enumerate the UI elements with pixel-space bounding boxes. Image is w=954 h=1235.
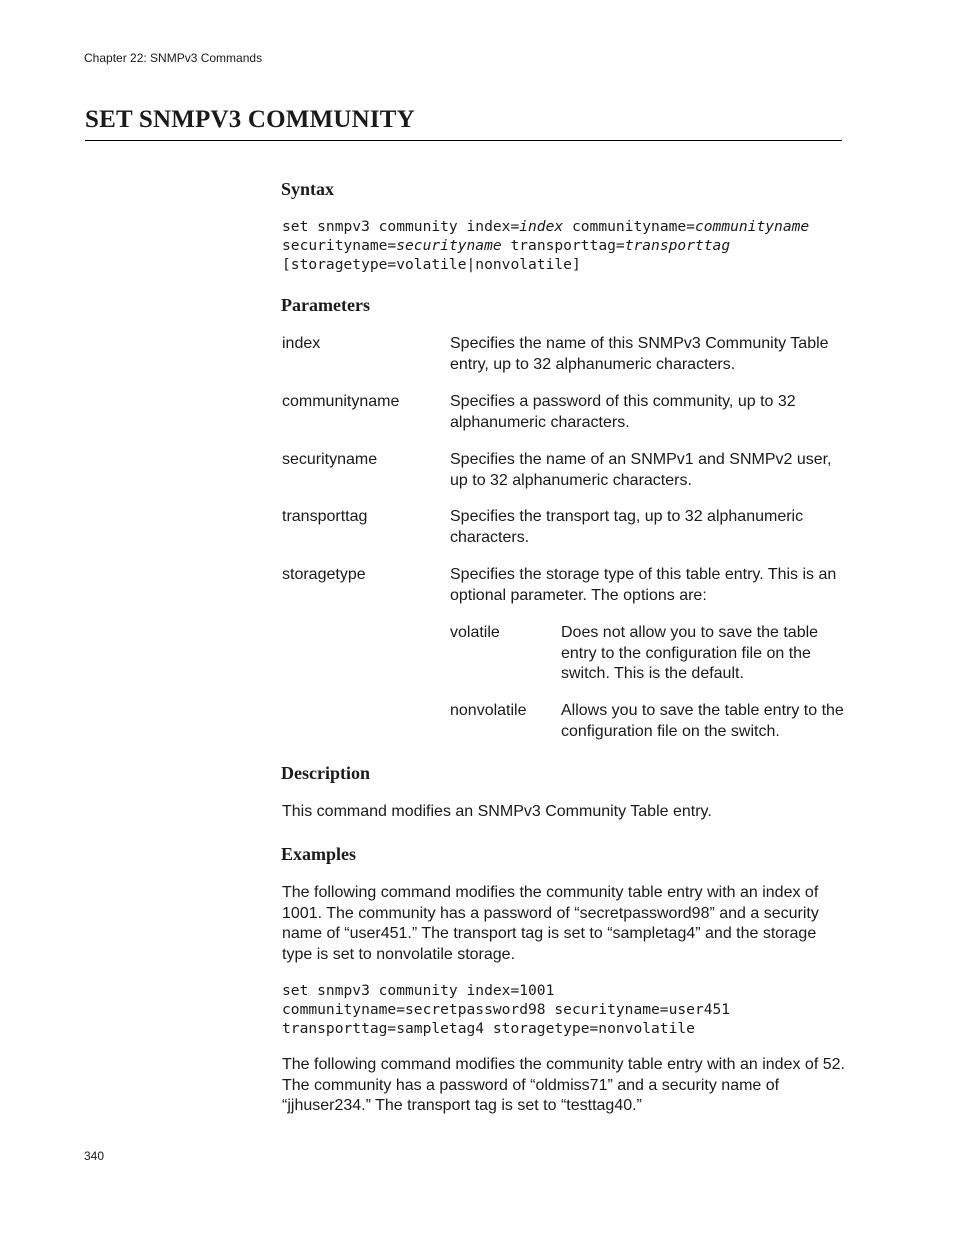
param-name: storagetype [282,566,366,583]
option-desc: Allows you to save the table entry to the configuration file on the switch. [561,702,844,740]
syntax-heading: Syntax [281,179,335,199]
option-name: nonvolatile [450,702,527,719]
param-desc: Specifies the storage type of this table entry. This is an optional parameter. The options are: [450,566,837,604]
example-code-line-3: transporttag=sampletag4 storagetype=nonvolatile [282,1020,695,1037]
example-code-line-2: communityname=secretpassword98 securityname=user451 [282,1001,731,1018]
page-title: SET SNMPV3 COMMUNITY [85,106,415,133]
param-desc: Specifies a password of this community, up to 32 alphanumeric characters. [450,393,796,431]
option-desc: Does not allow you to save the table entry to the configuration file on the switch. This is the default. [561,624,819,682]
syntax-line-3: [storagetype=volatile|nonvolatile] [282,256,581,273]
example-code-line-1: set snmpv3 community index=1001 [282,982,555,999]
page-number: 340 [84,1149,105,1163]
title-rule [85,140,842,141]
param-name: securityname [282,451,378,468]
param-name: communityname [282,393,400,410]
param-name: transporttag [282,508,368,525]
param-desc: Specifies the transport tag, up to 32 alphanumeric characters. [450,508,804,546]
parameters-heading: Parameters [281,295,370,315]
description-text: This command modifies an SNMPv3 Community Table entry. [282,803,712,820]
example-paragraph-1: The following command modifies the community table entry with an index of 1001. The community has a password of “secretpassword98” and a security name of “user451.” The transport tag is set to “sampletag4” and the storage type is set to nonvolatile storage. [282,884,819,963]
syntax-line-2: securityname=securityname transporttag=transporttag [282,237,731,254]
option-name: volatile [450,624,500,641]
param-desc: Specifies the name of this SNMPv3 Community Table entry, up to 32 alphanumeric characters. [450,335,829,373]
param-desc: Specifies the name of an SNMPv1 and SNMPv2 user, up to 32 alphanumeric characters. [450,451,832,489]
running-header: Chapter 22: SNMPv3 Commands [84,51,263,65]
example-paragraph-2: The following command modifies the community table entry with an index of 52. The community has a password of “oldmiss71” and a security name of “jjhuser234.” The transport tag is set to “testtag40.” [282,1056,845,1114]
examples-heading: Examples [281,844,357,864]
param-name: index [282,335,321,352]
syntax-line-1: set snmpv3 community index=index communityname=communityname [282,218,810,235]
description-heading: Description [281,763,370,783]
